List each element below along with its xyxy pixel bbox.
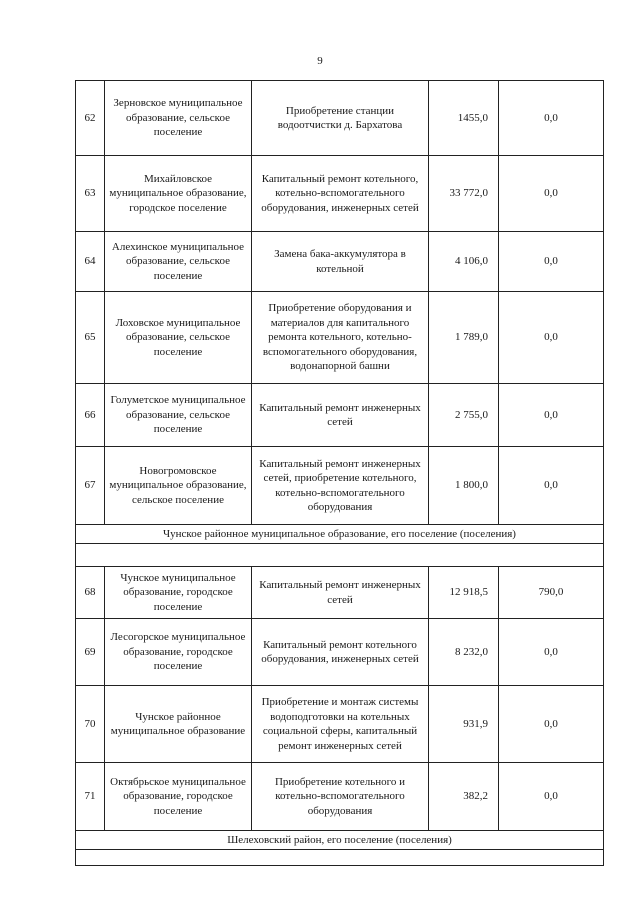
amount-cell: 1 789,0 (429, 292, 499, 384)
extra-amount-cell: 0,0 (499, 232, 604, 292)
table-row (76, 619, 604, 686)
spacer-row (76, 850, 604, 866)
spacer-cell (76, 850, 604, 866)
extra-amount-cell: 0,0 (499, 384, 604, 447)
municipality-cell: Голуметское муниципальное образование, сельское поселение (105, 384, 252, 447)
allocation-table (75, 80, 604, 866)
row-number: 69 (76, 619, 105, 686)
page-number: 9 (317, 55, 323, 67)
municipality-cell: Чунское районное муниципальное образование (105, 686, 252, 763)
extra-amount-cell: 0,0 (499, 447, 604, 525)
row-number: 64 (76, 232, 105, 292)
table-row (76, 763, 604, 831)
work-description-cell: Приобретение оборудования и материалов для капитального ремонта котельного, котельно-вспомогательного оборудования, водонапорной башни (252, 292, 429, 384)
section-heading-row (76, 831, 604, 850)
row-number: 67 (76, 447, 105, 525)
amount-cell: 12 918,5 (429, 567, 499, 619)
table-row (76, 292, 604, 384)
table-row (76, 232, 604, 292)
table-row (76, 384, 604, 447)
work-description-cell: Капитальный ремонт инженерных сетей (252, 384, 429, 447)
extra-amount-cell: 0,0 (499, 763, 604, 831)
row-number: 66 (76, 384, 105, 447)
municipality-cell: Чунское муниципальное образование, городское поселение (105, 567, 252, 619)
municipality-cell: Зерновское муниципальное образование, сельское поселение (105, 81, 252, 156)
extra-amount-cell: 0,0 (499, 292, 604, 384)
amount-cell: 1 800,0 (429, 447, 499, 525)
amount-cell: 1455,0 (429, 81, 499, 156)
work-description-cell: Капитальный ремонт котельного, котельно-вспомогательного оборудования, инженерных сетей (252, 156, 429, 232)
extra-amount-cell: 0,0 (499, 619, 604, 686)
work-description-cell: Замена бака-аккумулятора в котельной (252, 232, 429, 292)
municipality-cell: Алехинское муниципальное образование, сельское поселение (105, 232, 252, 292)
row-number: 71 (76, 763, 105, 831)
table-row (76, 447, 604, 525)
municipality-cell: Михайловское муниципальное образование, городское поселение (105, 156, 252, 232)
table-row (76, 567, 604, 619)
municipality-cell: Лоховское муниципальное образование, сельское поселение (105, 292, 252, 384)
work-description-cell: Приобретение станции водоотчистки д. Бархатова (252, 81, 429, 156)
work-description-cell: Капитальный ремонт инженерных сетей (252, 567, 429, 619)
extra-amount-cell: 790,0 (499, 567, 604, 619)
extra-amount-cell: 0,0 (499, 81, 604, 156)
amount-cell: 4 106,0 (429, 232, 499, 292)
extra-amount-cell: 0,0 (499, 686, 604, 763)
section-heading: Чунское районное муниципальное образование, его поселение (поселения) (76, 525, 604, 544)
amount-cell: 8 232,0 (429, 619, 499, 686)
municipality-cell: Октябрьское муниципальное образование, городское поселение (105, 763, 252, 831)
amount-cell: 382,2 (429, 763, 499, 831)
row-number: 65 (76, 292, 105, 384)
extra-amount-cell: 0,0 (499, 156, 604, 232)
municipality-cell: Лесогорское муниципальное образование, городское поселение (105, 619, 252, 686)
amount-cell: 931,9 (429, 686, 499, 763)
row-number: 68 (76, 567, 105, 619)
amount-cell: 33 772,0 (429, 156, 499, 232)
table-row (76, 686, 604, 763)
municipality-cell: Новогромовское муниципальное образование, сельское поселение (105, 447, 252, 525)
work-description-cell: Приобретение котельного и котельно-вспомогательного оборудования (252, 763, 429, 831)
table-row (76, 156, 604, 232)
spacer-row (76, 544, 604, 567)
table-row (76, 81, 604, 156)
work-description-cell: Капитальный ремонт котельного оборудования, инженерных сетей (252, 619, 429, 686)
row-number: 62 (76, 81, 105, 156)
work-description-cell: Капитальный ремонт инженерных сетей, приобретение котельного, котельно-вспомогательного оборудования (252, 447, 429, 525)
spacer-cell (76, 544, 604, 567)
row-number: 63 (76, 156, 105, 232)
work-description-cell: Приобретение и монтаж системы водоподготовки на котельных социальной сферы, капитальный ремонт инженерных сетей (252, 686, 429, 763)
section-heading-row (76, 525, 604, 544)
amount-cell: 2 755,0 (429, 384, 499, 447)
row-number: 70 (76, 686, 105, 763)
section-heading: Шелеховский район, его поселение (поселения) (76, 831, 604, 850)
